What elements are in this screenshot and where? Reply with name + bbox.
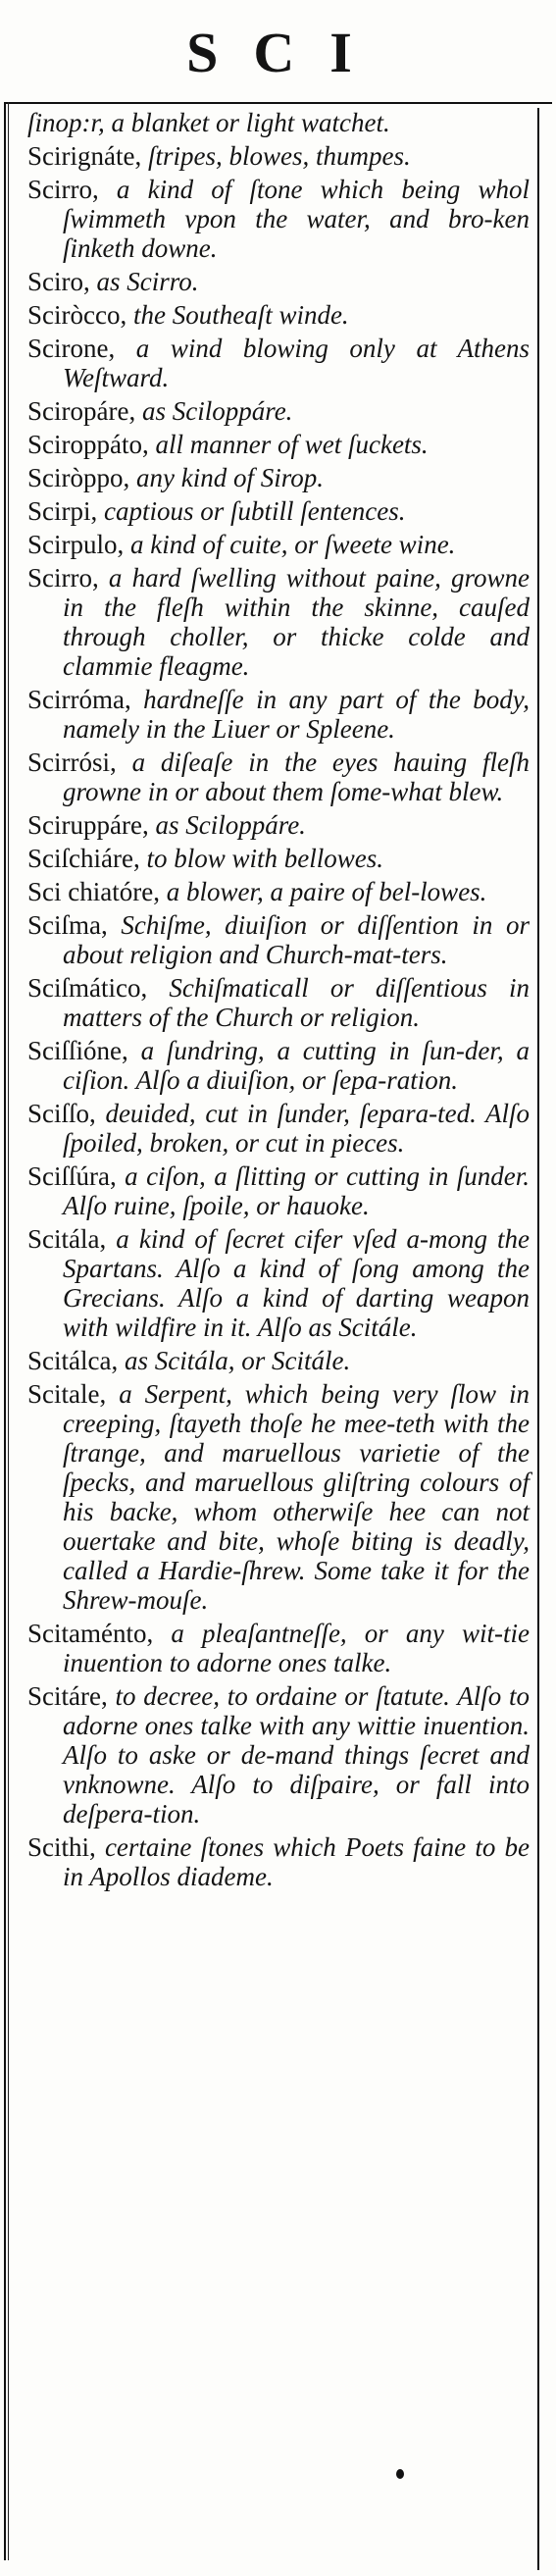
dictionary-entry: [27, 1619, 530, 1677]
definition: a Serpent, which being very ſlow in creeping, ſtayeth thoſe he mee-teth with the ſtrange, and maruellous varietie of the ſpecks, and maruellous gliſtring colours of his backe, whom otherwiſe hee can not ouertake and bite, whoſe biting is deadly, called a Hardie-ſhrew. Some take it for the Shrew-mouſe.: [63, 1379, 531, 1615]
headword: Scirignáte,: [27, 141, 142, 171]
dictionary-entry: [27, 1346, 530, 1375]
headword: Sciſſióne,: [27, 1036, 128, 1065]
headword: Scirro,: [27, 175, 99, 204]
dictionary-entry: [27, 463, 530, 492]
dictionary-entry: [27, 910, 530, 969]
top-rule: [4, 102, 552, 104]
dictionary-entry: [27, 563, 530, 681]
dictionary-entry: [27, 1681, 530, 1829]
headword: Sciròcco,: [27, 300, 127, 330]
page-header: SCI: [186, 21, 387, 84]
headword: Sciſmático,: [27, 973, 148, 1003]
right-margin-rule: [537, 108, 539, 2570]
left-margin-inner-rule: [8, 102, 9, 2560]
headword: Scitaménto,: [27, 1619, 154, 1648]
headword: Scitale,: [27, 1379, 107, 1409]
definition: a wind blowing only at Athens Weſtward.: [63, 334, 530, 392]
dictionary-entry: [27, 530, 530, 559]
definition: to blow with bellowes.: [146, 844, 383, 873]
dictionary-entry: [27, 1161, 530, 1220]
definition: a diſeaſe in the eyes hauing fleſh growne in or about them ſome-what blew.: [63, 747, 530, 806]
headword: Scitála,: [27, 1224, 107, 1254]
dictionary-entry: [27, 141, 530, 171]
definition: a blower, a paire of bel-lowes.: [166, 877, 487, 906]
dictionary-entry: [27, 300, 530, 330]
dictionary-entry: [27, 267, 530, 296]
headword: Sci chiatóre,: [27, 877, 160, 906]
ink-dot: [396, 2469, 404, 2479]
dictionary-entry: [27, 685, 530, 744]
definition: the Southeaſt winde.: [132, 300, 349, 330]
definition: Schiſmaticall or diſſentious in matters of the Church or religion.: [63, 973, 531, 1032]
headword: Sciropáre,: [27, 396, 136, 426]
definition: any kind of Sirop.: [136, 463, 324, 492]
dictionary-entry: [27, 396, 530, 426]
dictionary-entry: [27, 973, 530, 1032]
headword: Scirpi,: [27, 496, 98, 526]
dictionary-entry: [27, 844, 530, 873]
headword: Sciſma,: [27, 910, 108, 940]
headword: Sciroppáto,: [27, 430, 149, 459]
headword: Scirrósi,: [27, 747, 117, 777]
definition: all manner of wet ſuckets.: [155, 430, 429, 459]
definition: ſtripes, blowes, thumpes.: [147, 141, 411, 171]
definition: as Sciloppáre.: [155, 810, 306, 840]
definition: a hard ſwelling without paine, growne in the fleſh within the skinne, cauſed through choller, or thicke colde and clammie fleagme.: [63, 563, 530, 681]
definition: to decree, to ordaine or ſtatute. Alſo to adorne ones talke with any wittie inuention. Alſo to aske or de-mand things ſecret and vnknowne. Alſo to diſpaire, or fall into deſpera-tion.: [63, 1681, 530, 1829]
dictionary-entry: [27, 1099, 530, 1158]
definition: ſinop:r, a blanket or light watchet.: [27, 108, 390, 137]
headword: Sciròppo,: [27, 463, 130, 492]
definition: as Sciloppáre.: [141, 396, 293, 426]
dictionary-entry: [27, 810, 530, 840]
definition: a ſundring, a cutting in ſun-der, a ciſion. Alſo a diuiſion, or ſepa-ration.: [63, 1036, 530, 1095]
dictionary-entry: [27, 1224, 530, 1342]
headword: Scitáre,: [27, 1681, 108, 1711]
headword: Sciſſo,: [27, 1099, 96, 1128]
dictionary-entry: [27, 1832, 530, 1891]
definition: deuided, cut in ſunder, ſepara-ted. Alſo ſpoiled, broken, or cut in pieces.: [63, 1099, 531, 1158]
definition: a kind of ſecret cifer vſed a-mong the Spartans. Alſo a kind of ſong among the Grecians. Alſo a kind of darting weapon with wildfire in it. Alſo as Scitále.: [63, 1224, 531, 1342]
dictionary-entry: [27, 496, 530, 526]
dictionary-entry: [27, 1036, 530, 1095]
dictionary-entry: [27, 108, 530, 137]
definition: a ciſon, a ſlitting or cutting in ſunder. Alſo ruine, ſpoile, or hauoke.: [63, 1161, 531, 1220]
left-margin-rule: [4, 102, 6, 2560]
headword: Scirróma,: [27, 685, 131, 714]
dictionary-entry: [27, 747, 530, 806]
definition: certaine ſtones which Poets faine to be in Apollos diademe.: [63, 1832, 530, 1891]
dictionary-entry: [27, 1379, 530, 1615]
definition: as Scitála, or Scitále.: [124, 1346, 351, 1375]
definition: a kind of cuite, or ſweete wine.: [130, 530, 456, 559]
definition: Schiſme, diuiſion or diſſention in or about religion and Church-mat-ters.: [63, 910, 531, 969]
definition: captious or ſubtill ſentences.: [104, 496, 406, 526]
entry-list: [27, 108, 530, 1895]
definition: hardneſſe in any part of the body, namely in the Liuer or Spleene.: [63, 685, 530, 744]
definition: a kind of ſtone which being whol ſwimmeth vpon the water, and bro-ken ſinketh downe.: [63, 175, 530, 263]
headword: Scirro,: [27, 563, 99, 592]
headword: Scithi,: [27, 1832, 96, 1862]
dictionary-entry: [27, 430, 530, 459]
headword: Sciro,: [27, 267, 90, 296]
dictionary-entry: [27, 334, 530, 392]
headword: Scitálca,: [27, 1346, 119, 1375]
headword: Sciruppáre,: [27, 810, 149, 840]
headword: Sciſſúra,: [27, 1161, 117, 1191]
definition: as Scirro.: [96, 267, 199, 296]
headword: Scirpulo,: [27, 530, 125, 559]
dictionary-entry: [27, 175, 530, 263]
headword: Scirone,: [27, 334, 116, 363]
definition: a pleaſantneſſe, or any wit-tie inuention to adorne ones talke.: [63, 1619, 530, 1677]
dictionary-entry: [27, 877, 530, 906]
headword: Sciſchiáre,: [27, 844, 140, 873]
